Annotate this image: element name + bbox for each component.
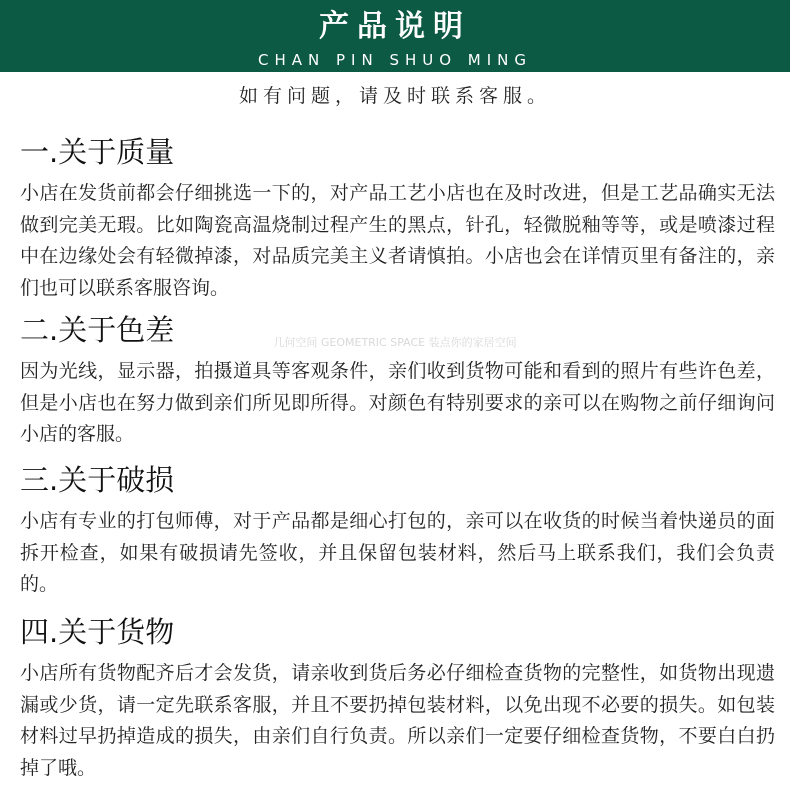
section-text: 因为光线，显示器，拍摄道具等客观条件，亲们收到货物可能和看到的照片有些许色差，但是小店也在努力做到亲们所见即所得。对颜色有特别要求的亲可以在购物之前仔细询问小店的客服。 [20,360,775,445]
section-damage [20,462,775,601]
contact-line: 如有问题，请及时联系客服。 [238,85,551,107]
section-heading: 二.关于色差 [20,313,175,347]
section-text: 小店有专业的打包师傅，对于产品都是细心打包的，亲可以在收货的时候当着快递员的面拆开检查，如果有破损请先签收，并且保留包装材料，然后马上联系我们，我们会负责的。 [20,510,775,595]
section-quality [20,134,775,304]
section-text: 小店所有货物配齐后才会发货，请亲收到货后务必仔细检查货物的完整性，如货物出现遗漏或少货，请一定先联系客服，并且不要扔掉包装材料，以免出现不必要的损失。如包装材料过早扔掉造成的损失，由亲们自行负责。所以亲们一定要仔细检查货物，不要白白扔掉了哦。 [20,662,775,779]
section-heading: 一.关于质量 [20,135,175,169]
section-goods [20,614,775,784]
header-banner [0,0,790,72]
section-heading: 三.关于破损 [20,463,175,497]
section-text: 小店在发货前都会仔细挑选一下的，对产品工艺小店也在及时改进，但是工艺品确实无法做到完美无瑕。比如陶瓷高温烧制过程产生的黑点，针孔，轻微脱釉等等，或是喷漆过程中在边缘处会有轻微掉漆，对品质完美主义者请慎拍。小店也会在详情页里有备注的，亲们也可以联系客服咨询。 [20,182,775,299]
page-subtitle: CHAN PIN SHUO MING [257,51,533,69]
section-heading: 四.关于货物 [20,615,175,649]
section-color-difference [20,312,775,451]
watermark: 几何空间 GEOMETRIC SPACE 装点你的家居空间 [273,336,517,349]
page-title: 产品说明 [319,9,471,44]
